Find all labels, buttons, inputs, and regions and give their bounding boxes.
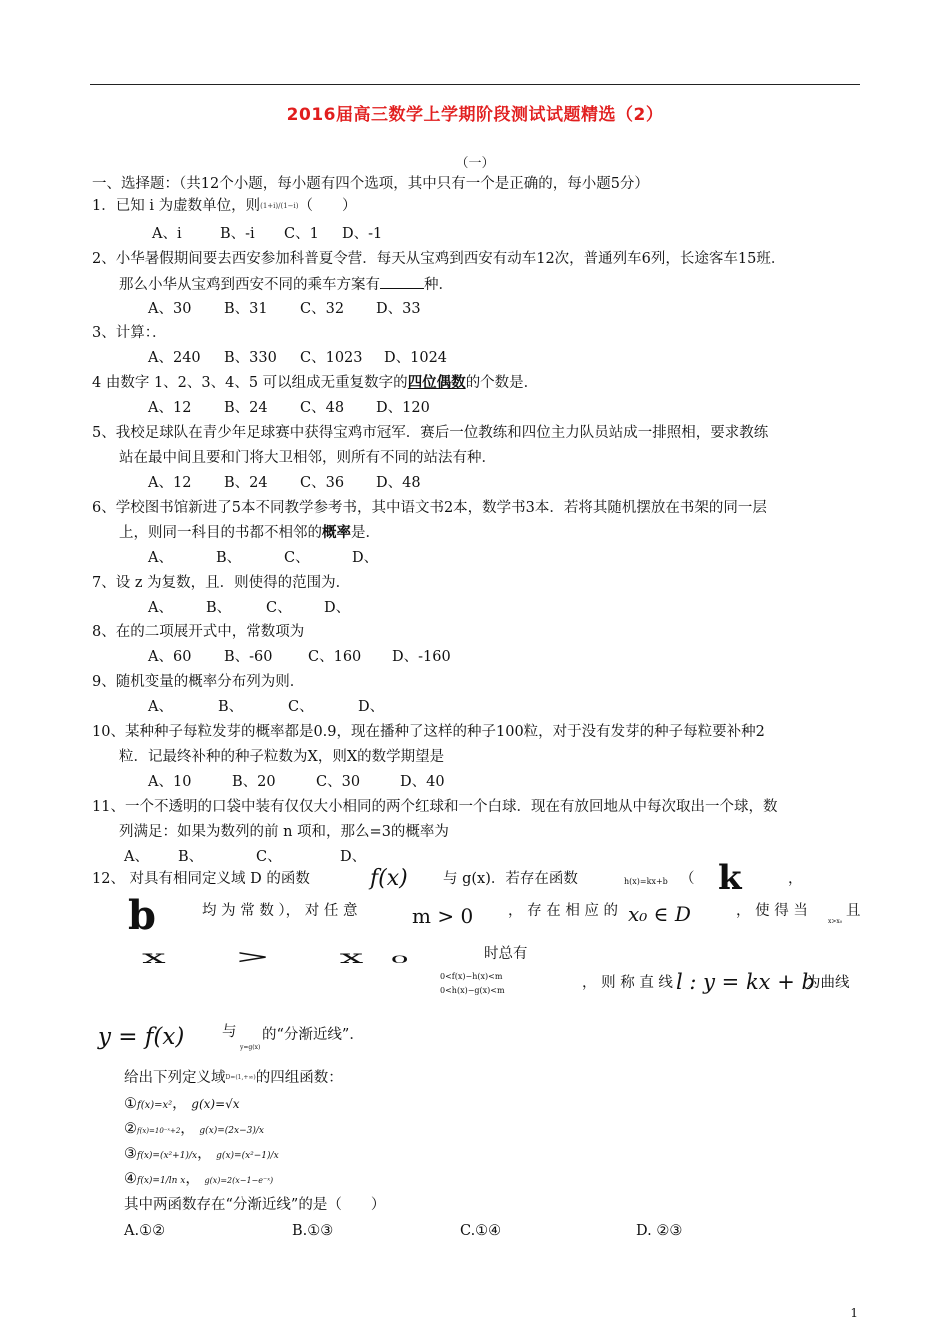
page-number: 1	[850, 1306, 858, 1320]
option-b: B、	[216, 550, 242, 566]
option-a: A、240	[148, 350, 201, 366]
math-x-gt-x0: x > x₀	[142, 945, 437, 968]
question-1-math: (1+i)/(1−i)	[260, 202, 299, 210]
section-label: （一）	[455, 156, 495, 171]
separator: ，	[197, 1146, 212, 1162]
question-12-line-3: 时总有	[484, 946, 528, 962]
math-fx: f(x)	[370, 866, 408, 891]
question-3: 3、计算：．	[92, 325, 167, 341]
math-g3: g(x)=(x²−1)/x	[216, 1151, 279, 1161]
option-a: A、60	[148, 649, 192, 665]
question-5-line-2: 站在最中间且要和门将大卫相邻，则所有不同的站法有种．	[119, 450, 496, 466]
question-10-options	[148, 772, 445, 792]
option-c: C、36	[300, 475, 345, 491]
math-domain: D=(1,+∞)	[225, 1074, 256, 1081]
question-11-line-1: 11、一个不透明的口袋中装有仅仅大小相同的两个红球和一个白球．现在有放回地从中每次取出一个球，数	[92, 799, 778, 815]
math-g2: g(x)=(2x−3)/x	[199, 1126, 264, 1136]
option-d: D、33	[376, 301, 421, 317]
question-9-options	[148, 697, 384, 717]
question-12-line-5-end: 的“分渐近线”．	[262, 1027, 364, 1043]
option-d: D、-1	[342, 226, 383, 242]
question-1	[92, 196, 357, 216]
option-c: C、30	[316, 774, 361, 790]
option-a: A、	[148, 600, 173, 616]
question-4	[92, 373, 538, 393]
given-text: 给出下列定义域	[124, 1070, 226, 1086]
question-1-text: 1．已知 i 为虚数单位，则	[92, 198, 261, 214]
question-10-line-2: 粒．记最终补种的种子粒数为X，则X的数学期望是	[119, 749, 445, 765]
header-rule	[90, 84, 860, 85]
math-f1: f(x)=x²	[137, 1100, 173, 1111]
function-pair-4	[124, 1169, 273, 1191]
question-4-text: 4 由数字 1、2、3、4、5 可以组成无重复数字的	[92, 375, 408, 391]
option-b: B、24	[224, 400, 268, 416]
option-c: C、48	[300, 400, 345, 416]
question-11-line-2: 列满足：如果为数列的前 n 项和，那么=3的概率为	[119, 824, 449, 840]
question-3-options	[148, 348, 447, 368]
question-6-text: 上，则同一科目的书都不相邻的	[119, 525, 322, 541]
question-12-ask: 其中两函数存在“分渐近线”的是（ ）	[124, 1197, 386, 1213]
section-heading: 一、选择题：（共12个小题，每小题有四个选项，其中只有一个是正确的，每小题5分）	[92, 176, 649, 192]
math-line: l : y = kx + b	[676, 970, 815, 994]
option-a: A、	[148, 699, 173, 715]
option-b: B、20	[232, 774, 276, 790]
math-g1: g(x)=√x	[191, 1097, 240, 1111]
option-b: B、	[206, 600, 232, 616]
math-m: m > 0	[412, 904, 474, 928]
option-d: D、-160	[392, 649, 451, 665]
question-7-options	[148, 598, 350, 618]
option-b: B、-60	[224, 649, 273, 665]
option-c: C、32	[300, 301, 345, 317]
math-xs: x>x₀	[828, 918, 843, 925]
question-6-emphasis: 概率	[322, 524, 351, 541]
question-7: 7、设 z 为复数，且．则使得的范围为．	[92, 575, 351, 591]
question-1-options	[152, 224, 382, 244]
function-pair-1	[124, 1094, 240, 1116]
question-6-line-1: 6、学校图书馆新进了5本不同教学参考书，其中语文书2本，数学书3本．若将其随机摆放在书架的同一层	[92, 500, 767, 516]
question-4-emphasis: 四位偶数	[407, 374, 466, 391]
option-c: C、	[284, 550, 310, 566]
question-5-line-1: 5、我校足球队在青少年足球赛中获得宝鸡市冠军．赛后一位教练和四位主力队员站成一排照相，要求教练	[92, 425, 769, 441]
option-d: D、48	[376, 475, 421, 491]
question-12-line-2-mid: ， 存 在 相 应 的	[508, 903, 619, 919]
question-8: 8、在的二项展开式中，常数项为	[92, 624, 305, 640]
math-k: k	[718, 858, 742, 898]
option-b: B、	[218, 699, 244, 715]
paren-open: （	[680, 871, 695, 887]
option-a: A.①②	[124, 1223, 166, 1239]
question-12-line-2-text: 均 为 常 数 ）， 对 任 意	[202, 903, 358, 919]
option-d: D、	[324, 600, 351, 616]
circled-number: ①	[124, 1096, 137, 1112]
option-c: C.①④	[460, 1223, 502, 1239]
option-c: C、	[266, 600, 292, 616]
math-f4: f(x)=1/ln x	[137, 1176, 186, 1186]
option-c: C、	[288, 699, 314, 715]
option-a: A、10	[148, 774, 192, 790]
math-g4: g(x)=2(x−1−e⁻ˣ)	[204, 1176, 274, 1185]
question-4-options	[148, 398, 430, 418]
question-12-line-2-when: ， 使 得 当	[736, 903, 808, 919]
option-b: B、	[178, 849, 204, 865]
circled-number: ③	[124, 1146, 137, 1162]
option-d: D、	[358, 699, 385, 715]
question-8-options	[148, 647, 451, 667]
page-title: 2016届高三数学上学期阶段测试试题精选（2）	[286, 105, 664, 125]
option-b: B、-i	[220, 226, 255, 242]
question-12-line-5-with: 与	[222, 1024, 237, 1040]
separator: ，	[185, 1171, 200, 1187]
math-f3: f(x)=(x²+1)/x	[137, 1151, 198, 1161]
function-pair-2	[124, 1119, 264, 1141]
circled-number: ②	[124, 1121, 137, 1137]
question-12-line-6	[124, 1068, 343, 1088]
comma: ，	[788, 871, 803, 887]
option-c: C、	[256, 849, 282, 865]
answer-blank	[380, 274, 424, 289]
circled-number: ④	[124, 1171, 137, 1187]
question-12-line-1-text: 12、 对具有相同定义域 D 的函数	[92, 871, 310, 887]
option-b: B、24	[224, 475, 268, 491]
option-d: D. ②③	[636, 1223, 683, 1239]
math-y-gx: y=g(x)	[240, 1044, 261, 1051]
question-6-options	[148, 548, 378, 568]
math-b: b	[128, 892, 156, 939]
question-6-suffix: 是．	[351, 525, 380, 541]
math-f2: f(x)=10⁻ˣ+2	[137, 1127, 181, 1135]
option-b: B、31	[224, 301, 268, 317]
question-2-line-1: 2、小华暑假期间要去西安参加科普夏令营．每天从宝鸡到西安有动车12次，普通列车6列，长途客车15班．	[92, 251, 786, 267]
question-6-line-2	[119, 523, 380, 543]
question-12-line-4-text: ， 则 称 直 线	[582, 975, 673, 991]
question-12-line-4-end: 为曲线	[806, 975, 850, 991]
option-a: A、12	[148, 475, 192, 491]
question-10-line-1: 10、某种种子每粒发芽的概率都是0.9，现在播种了这样的种子100粒，对于没有发芽的种子每粒要补种2	[92, 724, 765, 740]
option-b: B、330	[224, 350, 277, 366]
question-12-line-2-and: 且	[846, 903, 861, 919]
math-hx: h(x)=kx+b	[624, 877, 668, 886]
math-y-fx: y = f(x)	[98, 1024, 185, 1050]
option-a: A、	[124, 849, 149, 865]
function-pair-3	[124, 1144, 279, 1166]
option-a: A、i	[152, 226, 182, 242]
question-4-suffix: 的个数是．	[465, 375, 539, 391]
question-12-line-1-mid: 与 g(x)．若存在函数	[443, 871, 578, 887]
question-2-options	[148, 299, 421, 319]
option-c: C、1023	[300, 350, 363, 366]
given-suffix: 的四组函数：	[255, 1070, 343, 1086]
question-11-options	[124, 847, 366, 867]
option-d: D、	[352, 550, 379, 566]
option-d: D、	[340, 849, 367, 865]
option-d: D、40	[400, 774, 445, 790]
question-12-options	[124, 1221, 682, 1241]
option-a: A、12	[148, 400, 192, 416]
separator: ，	[180, 1121, 195, 1137]
option-c: C、1	[284, 226, 319, 242]
question-2-suffix: 种．	[424, 277, 453, 293]
math-ineq-1: 0<f(x)−h(x)<m	[440, 972, 503, 981]
question-1-paren: （ ）	[298, 198, 357, 214]
option-d: D、120	[376, 400, 430, 416]
option-b: B.①③	[292, 1223, 334, 1239]
question-2-text: 那么小华从宝鸡到西安不同的乘车方案有	[119, 277, 380, 293]
question-9: 9、随机变量的概率分布列为则．	[92, 674, 305, 690]
question-5-options	[148, 473, 421, 493]
math-ineq-2: 0<h(x)−g(x)<m	[440, 986, 505, 995]
option-d: D、1024	[384, 350, 448, 366]
separator: ，	[172, 1096, 187, 1112]
math-x0: x₀ ∈ D	[628, 902, 691, 926]
option-c: C、160	[308, 649, 362, 665]
option-a: A、30	[148, 301, 192, 317]
option-a: A、	[148, 550, 173, 566]
question-2-line-2	[119, 274, 453, 295]
